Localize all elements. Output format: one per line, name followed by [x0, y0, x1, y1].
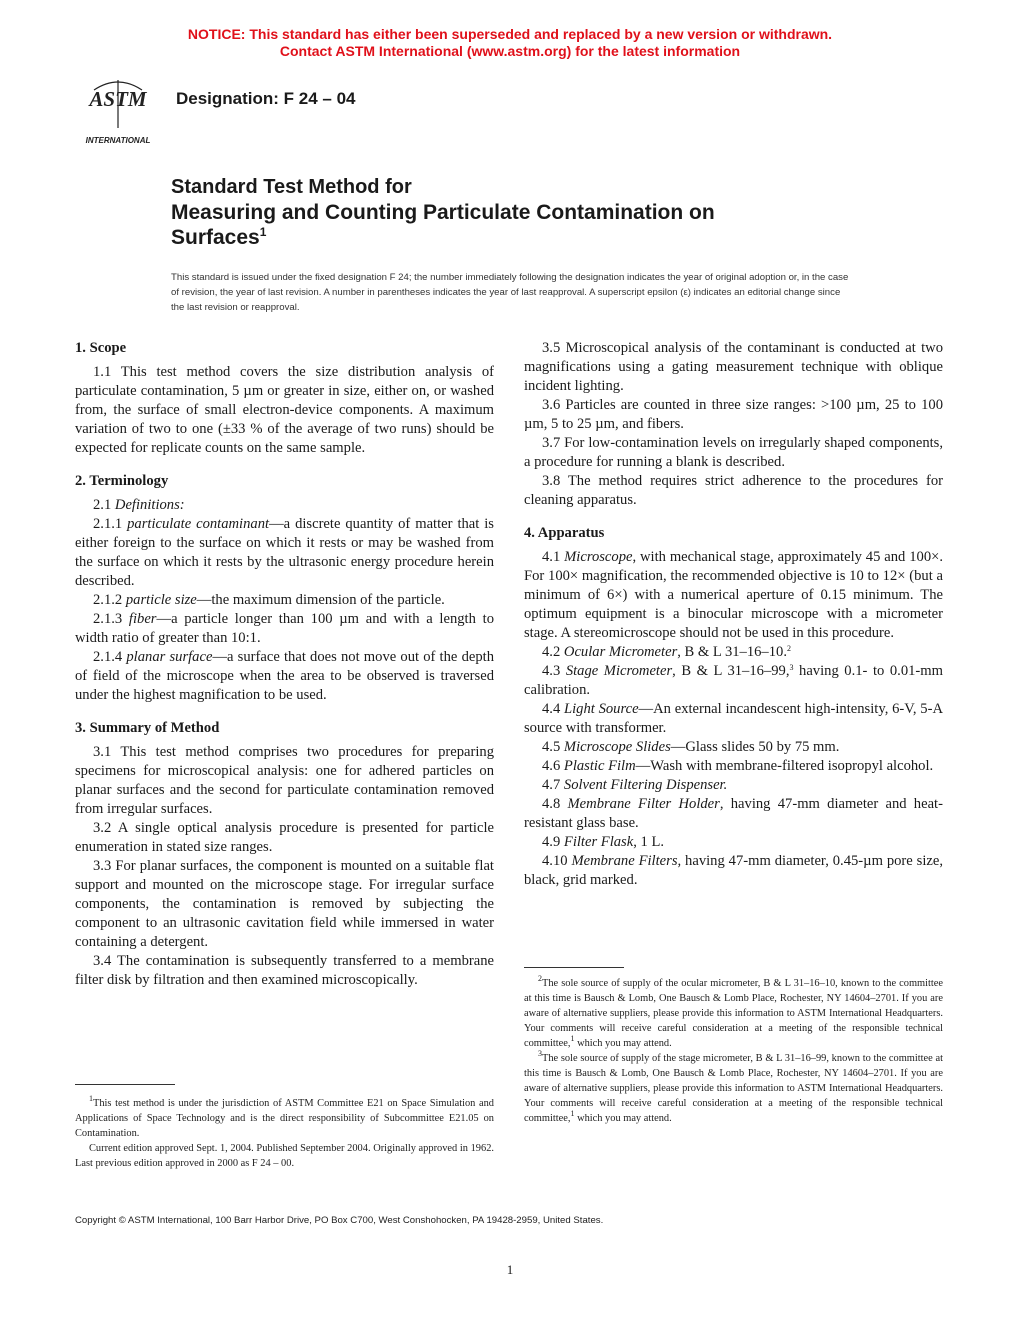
- footnote-2: $^2$The sole source of supply of the ocular micrometer, B & L 31–16–10, known to the committee at this time is Bausch & Lomb, One Bausch & Lomb Place, Rochester, NY 14604–2701. If you are aware of alternative suppliers, please provide this information to ASTM International Headquarters. Your comments will receive careful consideration at a meeting of the responsible technical committee,$^1$ which you may attend.: [524, 974, 943, 1049]
- notice-line-1: NOTICE: This standard has either been superseded and replaced by a new version or withdrawn.: [187, 26, 833, 42]
- paragraph-2-1-1: 2.1.1 particulate contaminant—a discrete quantity of matter that is either foreign to the surface on which it rests or may be washed from the surface on which it rests by the ultrasonic energy procedure herein described.: [75, 516, 494, 589]
- section-heading-terminology: 2. Terminology: [75, 473, 169, 489]
- paragraph-4-4: 4.4 Light Source—An external incandescent high-intensity, 6-V, 5-A source with transformer.: [524, 701, 943, 736]
- footnote-1-edition: Current edition approved Sept. 1, 2004. Published September 2004. Originally approved in 1962. Last previous edition approved in 2000 as F 24 – 00.: [75, 1143, 494, 1169]
- paragraph-1-1: 1.1 This test method covers the size distribution analysis of particulate contamination, 5 µm or greater in size, either on, or washed from, the surface of small electron-device components. A maximum variation of two to one (±33 % of the average of two runs) should be expected for replicate counts on the same sample.: [75, 364, 494, 456]
- footnote-ref-2[interactable]: 2: [786, 644, 791, 653]
- paragraph-2-1-3: 2.1.3 fiber—a particle longer than 100 µm and with a length to width ratio of greater than 10:1.: [75, 611, 494, 646]
- withdrawal-notice: [0, 26, 1020, 60]
- paragraph-3-8: 3.8 The method requires strict adherence to the procedures for cleaning apparatus.: [524, 473, 943, 508]
- paragraph-4-10: 4.10 Membrane Filters, having 47-mm diameter, 0.45-µm pore size, black, grid marked.: [524, 853, 943, 888]
- title-line-3-text: Surfaces: [171, 226, 260, 249]
- notice-line-2: Contact ASTM International (www.astm.org) for the latest information: [279, 43, 741, 59]
- title-line-3: [171, 225, 931, 250]
- title-line-1: Standard Test Method for: [171, 176, 412, 198]
- paragraph-3-7: 3.7 For low-contamination levels on irregularly shaped components, a procedure for running a blank is described.: [524, 435, 943, 470]
- footnote-1: $^1$This test method is under the jurisdiction of ASTM Committee E21 on Space Simulation and Applications of Space Technology and is the direct responsibility of Subcommittee E21.05 on Contamination.: [75, 1094, 494, 1139]
- page-number: 1: [506, 1262, 514, 1277]
- issuance-note: This standard is issued under the fixed designation F 24; the number immediately following the designation indicates the year of original adoption or, in the case of revision, the year of last revision. A number in parentheses indicates the year of last reapproval. A superscript epsilon (ε) indicates an editorial change since the last revision or reapproval.: [171, 272, 849, 313]
- paragraph-4-6: 4.6 Plastic Film—Wash with membrane-filtered isopropyl alcohol.: [542, 758, 934, 774]
- section-heading-apparatus: 4. Apparatus: [524, 525, 605, 541]
- footnotes-left: [75, 1096, 494, 1171]
- logo-text: ASTM: [89, 87, 147, 111]
- paragraph-4-1: 4.1 Microscope, with mechanical stage, approximately 45 and 100×. For 100× magnification, the recommended objective is 10 to 12× (but a minimum of 6×) with a numerical aperture of 0.15 minimum. The optimum equipment is a binocular microscope with a micrometer stage. A stereomicroscope should not be used in this procedure.: [524, 549, 943, 641]
- document-title: [171, 175, 931, 250]
- paragraph-3-6: 3.6 Particles are counted in three size ranges: >100 µm, 25 to 100 µm, 5 to 25 µm, and fibers.: [524, 397, 943, 432]
- paragraph-3-3: 3.3 For planar surfaces, the component is mounted on a suitable flat support and mounted on the microscope stage. For irregular surface components, the contamination is removed by subjecting the component to an ultrasonic cavitation field while immersed in water containing a detergent.: [75, 858, 494, 950]
- title-footnote-ref[interactable]: 1: [259, 225, 267, 239]
- paragraph-3-5: 3.5 Microscopical analysis of the contaminant is conducted at two magnifications using a gating measurement technique with oblique incident lighting.: [524, 340, 943, 394]
- footnotes-right: [524, 976, 943, 1126]
- paragraph-4-2: 4.2 Ocular Micrometer, B & L 31–16–10.$^2$: [542, 644, 791, 660]
- paragraph-4-3: 4.3 Stage Micrometer, B & L 31–16–99,$^3$ having 0.1- to 0.01-mm calibration.: [524, 663, 943, 698]
- paragraph-2-1: 2.1 Definitions:: [93, 497, 185, 513]
- right-column: [524, 339, 943, 890]
- astm-logo-icon: [76, 76, 160, 148]
- section-heading-scope: 1. Scope: [75, 340, 127, 356]
- paragraph-4-7: 4.7 Solvent Filtering Dispenser.: [542, 777, 728, 793]
- logo-subtext: INTERNATIONAL: [85, 136, 151, 145]
- paragraph-4-5: 4.5 Microscope Slides—Glass slides 50 by 75 mm.: [542, 739, 840, 755]
- paragraph-3-1: 3.1 This test method comprises two procedures for preparing specimens for microscopical analysis: one for adhered particles on planar surfaces and the second for particulate contamination removed from irregular surfaces.: [75, 744, 494, 817]
- paragraph-3-4: 3.4 The contamination is subsequently transferred to a membrane filter disk by filtration and then examined microscopically.: [75, 953, 494, 988]
- paragraph-3-2: 3.2 A single optical analysis procedure is presented for particle enumeration in stated size ranges.: [75, 820, 494, 855]
- designation: Designation: F 24 – 04: [176, 89, 356, 108]
- footnote-divider-right: [524, 967, 624, 968]
- paragraph-4-8: 4.8 Membrane Filter Holder, having 47-mm diameter and heat-resistant glass base.: [524, 796, 943, 831]
- section-heading-summary: 3. Summary of Method: [75, 720, 220, 736]
- title-line-2: Measuring and Counting Particulate Contamination on: [171, 201, 715, 224]
- footnote-ref-3[interactable]: 3: [789, 663, 794, 672]
- left-column: [75, 339, 494, 990]
- paragraph-2-1-4: 2.1.4 planar surface—a surface that does not move out of the depth of field of the microscope when the area to be observed is traversed under the highest magnification to be used.: [75, 649, 494, 703]
- copyright-line: Copyright © ASTM International, 100 Barr Harbor Drive, PO Box C700, West Conshohocken, PA 19428-2959, United States.: [75, 1215, 604, 1226]
- paragraph-2-1-2: 2.1.2 particle size—the maximum dimension of the particle.: [93, 592, 445, 608]
- footnote-divider-left: [75, 1084, 175, 1085]
- footnote-3: $^3$The sole source of supply of the stage micrometer, B & L 31–16–99, known to the committee at this time is Bausch & Lomb, One Bausch & Lomb Place, Rochester, NY 14604–2701. If you are aware of alternative suppliers, please provide this information to ASTM International Headquarters. Your comments will receive careful consideration at a meeting of the responsible technical committee,$^1$ which you may attend.: [524, 1049, 943, 1124]
- paragraph-4-9: 4.9 Filter Flask, 1 L.: [542, 834, 665, 850]
